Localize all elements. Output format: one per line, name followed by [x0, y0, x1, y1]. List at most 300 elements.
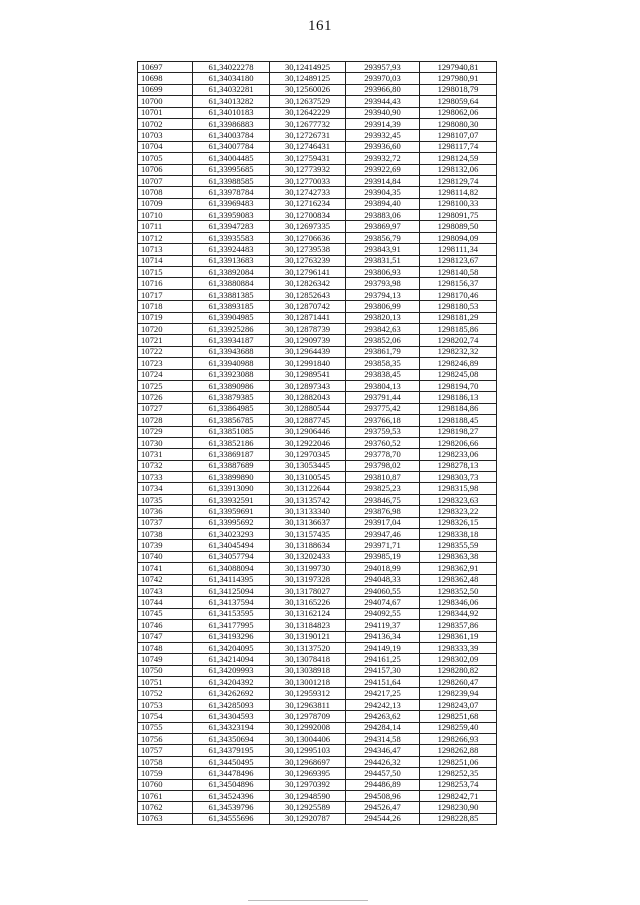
latitude-cell: 61,34177995	[193, 620, 270, 631]
footer-divider	[248, 900, 368, 901]
latitude-cell: 61,34034180	[193, 73, 270, 84]
table-row	[138, 791, 497, 802]
point-id-cell: 10752	[138, 688, 193, 699]
y-coordinate-cell: 1298185,86	[420, 323, 497, 334]
point-id-cell: 10703	[138, 130, 193, 141]
longitude-cell: 30,12878739	[270, 323, 346, 334]
y-coordinate-cell: 1298107,07	[420, 130, 497, 141]
longitude-cell: 30,12978709	[270, 711, 346, 722]
table-row	[138, 323, 497, 334]
y-coordinate-cell: 1298242,71	[420, 791, 497, 802]
x-coordinate-cell: 293820,13	[346, 312, 420, 323]
longitude-cell: 30,12759431	[270, 153, 346, 164]
latitude-cell: 61,34045494	[193, 540, 270, 551]
latitude-cell: 61,34193296	[193, 631, 270, 642]
x-coordinate-cell: 294161,25	[346, 654, 420, 665]
latitude-cell: 61,34539796	[193, 802, 270, 813]
x-coordinate-cell: 293985,19	[346, 551, 420, 562]
longitude-cell: 30,13133340	[270, 506, 346, 517]
y-coordinate-cell: 1298326,15	[420, 517, 497, 528]
longitude-cell: 30,13188634	[270, 540, 346, 551]
table-row	[138, 267, 497, 278]
table-row	[138, 130, 497, 141]
y-coordinate-cell: 1298344,92	[420, 608, 497, 619]
longitude-cell: 30,12989541	[270, 369, 346, 380]
y-coordinate-cell: 1298111,34	[420, 244, 497, 255]
latitude-cell: 61,34379195	[193, 745, 270, 756]
x-coordinate-cell: 294426,32	[346, 756, 420, 767]
point-id-cell: 10760	[138, 779, 193, 790]
point-id-cell: 10732	[138, 460, 193, 471]
latitude-cell: 61,33935583	[193, 232, 270, 243]
table-row	[138, 688, 497, 699]
longitude-cell: 30,12642229	[270, 107, 346, 118]
table-row	[138, 153, 497, 164]
y-coordinate-cell: 1298278,13	[420, 460, 497, 471]
table-row	[138, 563, 497, 574]
x-coordinate-cell: 293766,18	[346, 415, 420, 426]
point-id-cell: 10724	[138, 369, 193, 380]
x-coordinate-cell: 294346,47	[346, 745, 420, 756]
x-coordinate-cell: 293778,70	[346, 449, 420, 460]
longitude-cell: 30,13165226	[270, 597, 346, 608]
point-id-cell: 10758	[138, 756, 193, 767]
longitude-cell: 30,12677732	[270, 118, 346, 129]
x-coordinate-cell: 294242,13	[346, 699, 420, 710]
longitude-cell: 30,12964439	[270, 346, 346, 357]
y-coordinate-cell: 1298259,40	[420, 722, 497, 733]
x-coordinate-cell: 293794,13	[346, 289, 420, 300]
point-id-cell: 10741	[138, 563, 193, 574]
longitude-cell: 30,12726731	[270, 130, 346, 141]
y-coordinate-cell: 1298280,82	[420, 665, 497, 676]
longitude-cell: 30,12870742	[270, 301, 346, 312]
y-coordinate-cell: 1298252,35	[420, 768, 497, 779]
x-coordinate-cell: 293861,79	[346, 346, 420, 357]
x-coordinate-cell: 294263,62	[346, 711, 420, 722]
latitude-cell: 61,34125094	[193, 585, 270, 596]
latitude-cell: 61,34153595	[193, 608, 270, 619]
latitude-cell: 61,33959691	[193, 506, 270, 517]
y-coordinate-cell: 1298233,06	[420, 449, 497, 460]
latitude-cell: 61,33969483	[193, 198, 270, 209]
table-row	[138, 551, 497, 562]
y-coordinate-cell: 1298357,86	[420, 620, 497, 631]
latitude-cell: 61,33892084	[193, 267, 270, 278]
longitude-cell: 30,12991840	[270, 358, 346, 369]
x-coordinate-cell: 294486,89	[346, 779, 420, 790]
table-row	[138, 380, 497, 391]
table-row	[138, 118, 497, 129]
table-row	[138, 677, 497, 688]
x-coordinate-cell: 293831,51	[346, 255, 420, 266]
x-coordinate-cell: 293838,45	[346, 369, 420, 380]
latitude-cell: 61,34478496	[193, 768, 270, 779]
point-id-cell: 10707	[138, 175, 193, 186]
point-id-cell: 10718	[138, 301, 193, 312]
y-coordinate-cell: 1298181,29	[420, 312, 497, 323]
table-row	[138, 517, 497, 528]
table-row	[138, 335, 497, 346]
latitude-cell: 61,34032281	[193, 84, 270, 95]
y-coordinate-cell: 1298123,67	[420, 255, 497, 266]
point-id-cell: 10698	[138, 73, 193, 84]
latitude-cell: 61,33852186	[193, 437, 270, 448]
y-coordinate-cell: 1298302,09	[420, 654, 497, 665]
table-row	[138, 756, 497, 767]
y-coordinate-cell: 1298156,37	[420, 278, 497, 289]
longitude-cell: 30,12716234	[270, 198, 346, 209]
x-coordinate-cell: 293806,99	[346, 301, 420, 312]
point-id-cell: 10729	[138, 426, 193, 437]
latitude-cell: 61,33899890	[193, 472, 270, 483]
x-coordinate-cell: 293971,71	[346, 540, 420, 551]
longitude-cell: 30,12560026	[270, 84, 346, 95]
table-row	[138, 198, 497, 209]
point-id-cell: 10740	[138, 551, 193, 562]
latitude-cell: 61,33925286	[193, 323, 270, 334]
x-coordinate-cell: 293793,98	[346, 278, 420, 289]
longitude-cell: 30,12770033	[270, 175, 346, 186]
longitude-cell: 30,12887745	[270, 415, 346, 426]
table-row	[138, 460, 497, 471]
point-id-cell: 10753	[138, 699, 193, 710]
x-coordinate-cell: 293894,40	[346, 198, 420, 209]
y-coordinate-cell: 1298206,66	[420, 437, 497, 448]
point-id-cell: 10759	[138, 768, 193, 779]
longitude-cell: 30,13136637	[270, 517, 346, 528]
x-coordinate-cell: 293852,06	[346, 335, 420, 346]
x-coordinate-cell: 294060,55	[346, 585, 420, 596]
latitude-cell: 61,33880884	[193, 278, 270, 289]
table-row	[138, 255, 497, 266]
longitude-cell: 30,12948590	[270, 791, 346, 802]
latitude-cell: 61,33995685	[193, 164, 270, 175]
y-coordinate-cell: 1298262,88	[420, 745, 497, 756]
x-coordinate-cell: 293970,03	[346, 73, 420, 84]
x-coordinate-cell: 294457,50	[346, 768, 420, 779]
longitude-cell: 30,12920787	[270, 813, 346, 824]
x-coordinate-cell: 293957,93	[346, 62, 420, 73]
point-id-cell: 10734	[138, 483, 193, 494]
latitude-cell: 61,34114395	[193, 574, 270, 585]
y-coordinate-cell: 1298202,74	[420, 335, 497, 346]
latitude-cell: 61,34285093	[193, 699, 270, 710]
latitude-cell: 61,34323194	[193, 722, 270, 733]
x-coordinate-cell: 293947,46	[346, 529, 420, 540]
point-id-cell: 10754	[138, 711, 193, 722]
x-coordinate-cell: 293842,63	[346, 323, 420, 334]
latitude-cell: 61,34350694	[193, 734, 270, 745]
longitude-cell: 30,13157435	[270, 529, 346, 540]
latitude-cell: 61,33887689	[193, 460, 270, 471]
point-id-cell: 10721	[138, 335, 193, 346]
point-id-cell: 10706	[138, 164, 193, 175]
table-row	[138, 369, 497, 380]
y-coordinate-cell: 1298059,64	[420, 96, 497, 107]
point-id-cell: 10700	[138, 96, 193, 107]
point-id-cell: 10714	[138, 255, 193, 266]
latitude-cell: 61,33923088	[193, 369, 270, 380]
y-coordinate-cell: 1298080,30	[420, 118, 497, 129]
y-coordinate-cell: 1298315,98	[420, 483, 497, 494]
x-coordinate-cell: 294149,19	[346, 642, 420, 653]
longitude-cell: 30,13100545	[270, 472, 346, 483]
x-coordinate-cell: 294217,25	[346, 688, 420, 699]
latitude-cell: 61,34023293	[193, 529, 270, 540]
point-id-cell: 10712	[138, 232, 193, 243]
y-coordinate-cell: 1298303,73	[420, 472, 497, 483]
table-row	[138, 107, 497, 118]
point-id-cell: 10742	[138, 574, 193, 585]
latitude-cell: 61,34555696	[193, 813, 270, 824]
y-coordinate-cell: 1298062,06	[420, 107, 497, 118]
longitude-cell: 30,12970345	[270, 449, 346, 460]
point-id-cell: 10725	[138, 380, 193, 391]
point-id-cell: 10743	[138, 585, 193, 596]
point-id-cell: 10715	[138, 267, 193, 278]
x-coordinate-cell: 294157,30	[346, 665, 420, 676]
y-coordinate-cell: 1298100,33	[420, 198, 497, 209]
longitude-cell: 30,12995103	[270, 745, 346, 756]
y-coordinate-cell: 1298323,63	[420, 494, 497, 505]
point-id-cell: 10726	[138, 392, 193, 403]
y-coordinate-cell: 1298245,08	[420, 369, 497, 380]
latitude-cell: 61,33913090	[193, 483, 270, 494]
y-coordinate-cell: 1298246,89	[420, 358, 497, 369]
point-id-cell: 10705	[138, 153, 193, 164]
latitude-cell: 61,33978784	[193, 187, 270, 198]
table-row	[138, 210, 497, 221]
y-coordinate-cell: 1298180,53	[420, 301, 497, 312]
x-coordinate-cell: 294544,26	[346, 813, 420, 824]
latitude-cell: 61,33959083	[193, 210, 270, 221]
x-coordinate-cell: 293869,97	[346, 221, 420, 232]
point-id-cell: 10748	[138, 642, 193, 653]
y-coordinate-cell: 1298363,38	[420, 551, 497, 562]
latitude-cell: 61,34450495	[193, 756, 270, 767]
table-row	[138, 506, 497, 517]
y-coordinate-cell: 1298352,50	[420, 585, 497, 596]
latitude-cell: 61,33943688	[193, 346, 270, 357]
latitude-cell: 61,33881385	[193, 289, 270, 300]
point-id-cell: 10727	[138, 403, 193, 414]
latitude-cell: 61,33947283	[193, 221, 270, 232]
point-id-cell: 10746	[138, 620, 193, 631]
latitude-cell: 61,34504896	[193, 779, 270, 790]
x-coordinate-cell: 293932,72	[346, 153, 420, 164]
x-coordinate-cell: 293760,52	[346, 437, 420, 448]
x-coordinate-cell: 294119,37	[346, 620, 420, 631]
x-coordinate-cell: 294314,58	[346, 734, 420, 745]
table-row	[138, 631, 497, 642]
latitude-cell: 61,34022278	[193, 62, 270, 73]
table-row	[138, 96, 497, 107]
table-row	[138, 813, 497, 824]
longitude-cell: 30,12969395	[270, 768, 346, 779]
x-coordinate-cell: 294526,47	[346, 802, 420, 813]
y-coordinate-cell: 1298266,93	[420, 734, 497, 745]
longitude-cell: 30,13178027	[270, 585, 346, 596]
longitude-cell: 30,12742733	[270, 187, 346, 198]
longitude-cell: 30,12882043	[270, 392, 346, 403]
table-row	[138, 244, 497, 255]
longitude-cell: 30,13199730	[270, 563, 346, 574]
y-coordinate-cell: 1298091,75	[420, 210, 497, 221]
point-id-cell: 10710	[138, 210, 193, 221]
longitude-cell: 30,12700834	[270, 210, 346, 221]
table-row	[138, 175, 497, 186]
longitude-cell: 30,12906446	[270, 426, 346, 437]
latitude-cell: 61,34204392	[193, 677, 270, 688]
latitude-cell: 61,34057794	[193, 551, 270, 562]
table-row	[138, 711, 497, 722]
point-id-cell: 10733	[138, 472, 193, 483]
longitude-cell: 30,13190121	[270, 631, 346, 642]
table-row	[138, 415, 497, 426]
x-coordinate-cell: 293914,84	[346, 175, 420, 186]
table-row	[138, 426, 497, 437]
latitude-cell: 61,33934187	[193, 335, 270, 346]
point-id-cell: 10702	[138, 118, 193, 129]
point-id-cell: 10717	[138, 289, 193, 300]
table-row	[138, 620, 497, 631]
longitude-cell: 30,12880544	[270, 403, 346, 414]
y-coordinate-cell: 1298188,45	[420, 415, 497, 426]
table-row	[138, 312, 497, 323]
longitude-cell: 30,12739538	[270, 244, 346, 255]
longitude-cell: 30,12826342	[270, 278, 346, 289]
longitude-cell: 30,12489125	[270, 73, 346, 84]
x-coordinate-cell: 293883,06	[346, 210, 420, 221]
longitude-cell: 30,12897343	[270, 380, 346, 391]
coordinates-table-body	[138, 62, 497, 825]
table-row	[138, 358, 497, 369]
point-id-cell: 10711	[138, 221, 193, 232]
table-row	[138, 221, 497, 232]
y-coordinate-cell: 1298194,70	[420, 380, 497, 391]
longitude-cell: 30,13078418	[270, 654, 346, 665]
longitude-cell: 30,12959312	[270, 688, 346, 699]
y-coordinate-cell: 1298186,13	[420, 392, 497, 403]
point-id-cell: 10739	[138, 540, 193, 551]
table-row	[138, 437, 497, 448]
y-coordinate-cell: 1298124,59	[420, 153, 497, 164]
point-id-cell: 10697	[138, 62, 193, 73]
y-coordinate-cell: 1298089,50	[420, 221, 497, 232]
x-coordinate-cell: 294092,55	[346, 608, 420, 619]
table-row	[138, 802, 497, 813]
latitude-cell: 61,33904985	[193, 312, 270, 323]
y-coordinate-cell: 1298346,06	[420, 597, 497, 608]
table-row	[138, 654, 497, 665]
latitude-cell: 61,33851085	[193, 426, 270, 437]
x-coordinate-cell: 293759,53	[346, 426, 420, 437]
x-coordinate-cell: 293804,13	[346, 380, 420, 391]
x-coordinate-cell: 294284,14	[346, 722, 420, 733]
longitude-cell: 30,12963811	[270, 699, 346, 710]
x-coordinate-cell: 293775,42	[346, 403, 420, 414]
latitude-cell: 61,33913683	[193, 255, 270, 266]
point-id-cell: 10699	[138, 84, 193, 95]
longitude-cell: 30,13001218	[270, 677, 346, 688]
latitude-cell: 61,34010183	[193, 107, 270, 118]
longitude-cell: 30,13122644	[270, 483, 346, 494]
latitude-cell: 61,33995692	[193, 517, 270, 528]
point-id-cell: 10763	[138, 813, 193, 824]
table-row	[138, 73, 497, 84]
longitude-cell: 30,12871441	[270, 312, 346, 323]
longitude-cell: 30,13137520	[270, 642, 346, 653]
y-coordinate-cell: 1298117,74	[420, 141, 497, 152]
latitude-cell: 61,33890986	[193, 380, 270, 391]
y-coordinate-cell: 1298184,86	[420, 403, 497, 414]
point-id-cell: 10723	[138, 358, 193, 369]
point-id-cell: 10747	[138, 631, 193, 642]
latitude-cell: 61,34209993	[193, 665, 270, 676]
longitude-cell: 30,13162124	[270, 608, 346, 619]
latitude-cell: 61,33932591	[193, 494, 270, 505]
table-row	[138, 734, 497, 745]
point-id-cell: 10738	[138, 529, 193, 540]
y-coordinate-cell: 1298129,74	[420, 175, 497, 186]
y-coordinate-cell: 1298323,22	[420, 506, 497, 517]
x-coordinate-cell: 293843,91	[346, 244, 420, 255]
latitude-cell: 61,34204095	[193, 642, 270, 653]
latitude-cell: 61,34214094	[193, 654, 270, 665]
y-coordinate-cell: 1298243,07	[420, 699, 497, 710]
x-coordinate-cell: 293858,35	[346, 358, 420, 369]
longitude-cell: 30,12773932	[270, 164, 346, 175]
x-coordinate-cell: 293791,44	[346, 392, 420, 403]
table-row	[138, 449, 497, 460]
y-coordinate-cell: 1298361,19	[420, 631, 497, 642]
y-coordinate-cell: 1298230,90	[420, 802, 497, 813]
longitude-cell: 30,13053445	[270, 460, 346, 471]
latitude-cell: 61,33864985	[193, 403, 270, 414]
point-id-cell: 10751	[138, 677, 193, 688]
point-id-cell: 10737	[138, 517, 193, 528]
longitude-cell: 30,13135742	[270, 494, 346, 505]
point-id-cell: 10761	[138, 791, 193, 802]
longitude-cell: 30,12796141	[270, 267, 346, 278]
table-row	[138, 608, 497, 619]
longitude-cell: 30,12697335	[270, 221, 346, 232]
table-row	[138, 699, 497, 710]
longitude-cell: 30,13004406	[270, 734, 346, 745]
x-coordinate-cell: 293966,80	[346, 84, 420, 95]
y-coordinate-cell: 1298018,79	[420, 84, 497, 95]
latitude-cell: 61,33988585	[193, 175, 270, 186]
point-id-cell: 10720	[138, 323, 193, 334]
table-row	[138, 403, 497, 414]
y-coordinate-cell: 1298253,74	[420, 779, 497, 790]
x-coordinate-cell: 293940,90	[346, 107, 420, 118]
y-coordinate-cell: 1298094,09	[420, 232, 497, 243]
y-coordinate-cell: 1298338,18	[420, 529, 497, 540]
table-row	[138, 187, 497, 198]
point-id-cell: 10735	[138, 494, 193, 505]
y-coordinate-cell: 1297980,91	[420, 73, 497, 84]
table-row	[138, 665, 497, 676]
table-row	[138, 779, 497, 790]
longitude-cell: 30,12909739	[270, 335, 346, 346]
x-coordinate-cell: 293825,23	[346, 483, 420, 494]
x-coordinate-cell: 293798,02	[346, 460, 420, 471]
point-id-cell: 10731	[138, 449, 193, 460]
y-coordinate-cell: 1298251,68	[420, 711, 497, 722]
longitude-cell: 30,13202433	[270, 551, 346, 562]
